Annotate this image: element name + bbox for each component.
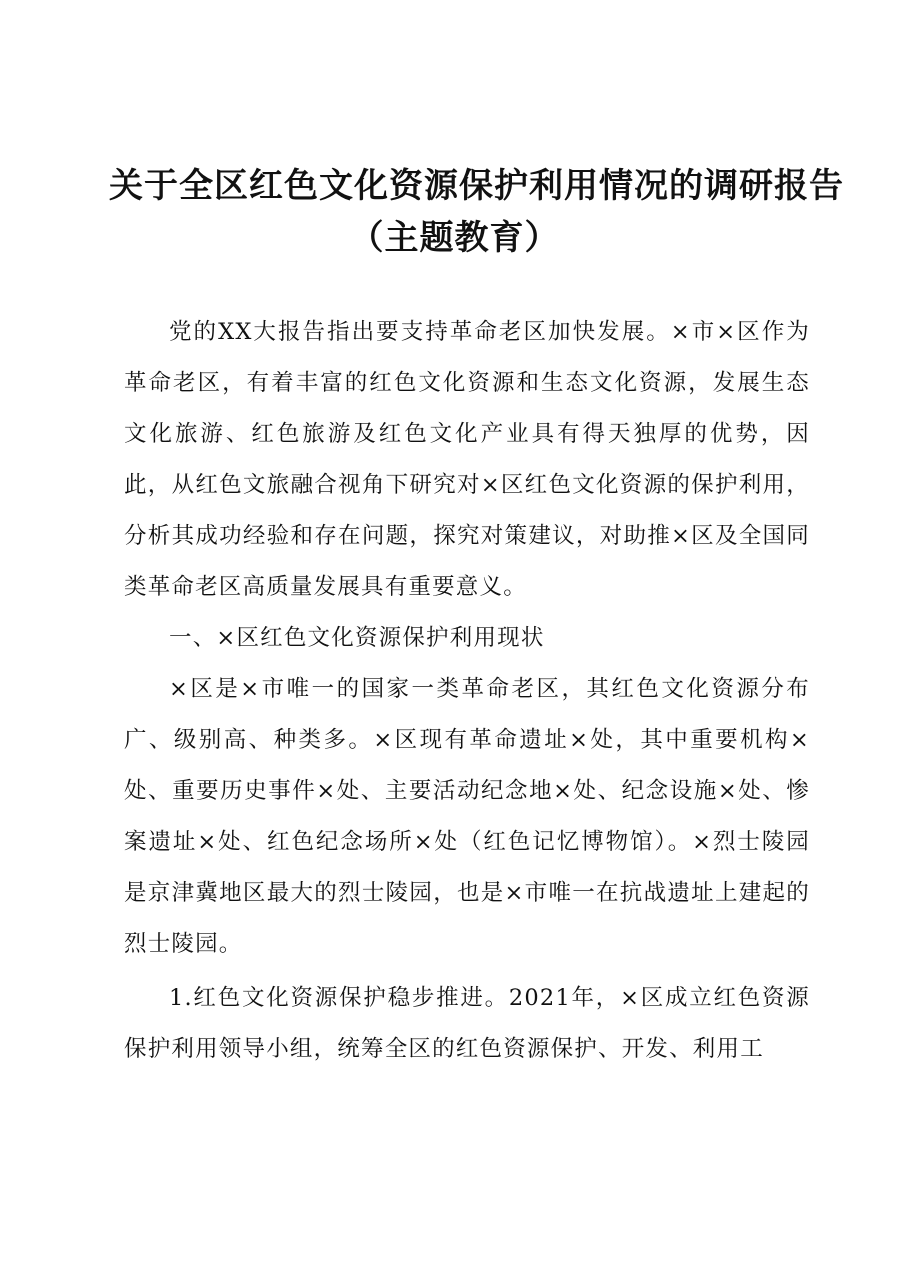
paragraph-status: ×区是×市唯一的国家一类革命老区，其红色文化资源分布广、级别高、种类多。×区现有革命遗址×处，其中重要机构×处、重要历史事件×处、主要活动纪念地×处、纪念设施×处、惨案遗址×处、红色纪念场所×处（红色记忆博物馆）。×烈士陵园是京津冀地区最大的烈士陵园，也是×市唯一在抗战遗址上建起的烈士陵园。 xyxy=(124,676,810,957)
paragraph-point-1: 1.红色文化资源保护稳步推进。2021年，×区成立红色资源保护利用领导小组，统筹全区的红色资源保护、开发、利用工 xyxy=(124,985,810,1062)
document-subtitle: （主题教育） xyxy=(349,218,560,258)
section-heading: 一、×区红色文化资源保护利用现状 xyxy=(169,625,545,651)
paragraph-intro: 党的XX大报告指出要支持革命老区加快发展。×市×区作为革命老区，有着丰富的红色文化资源和生态文化资源，发展生态文化旅游、红色旅游及红色文化产业具有得天独厚的优势，因此，从红色文旅融合视角下研究对×区红色文化资源的保护利用，分析其成功经验和存在问题，探究对策建议，对助推×区及全国同类革命老区高质量发展具有重要意义。 xyxy=(124,319,810,600)
document-title: 关于全区红色文化资源保护利用情况的调研报告 xyxy=(109,166,844,206)
document-body xyxy=(124,307,810,1075)
